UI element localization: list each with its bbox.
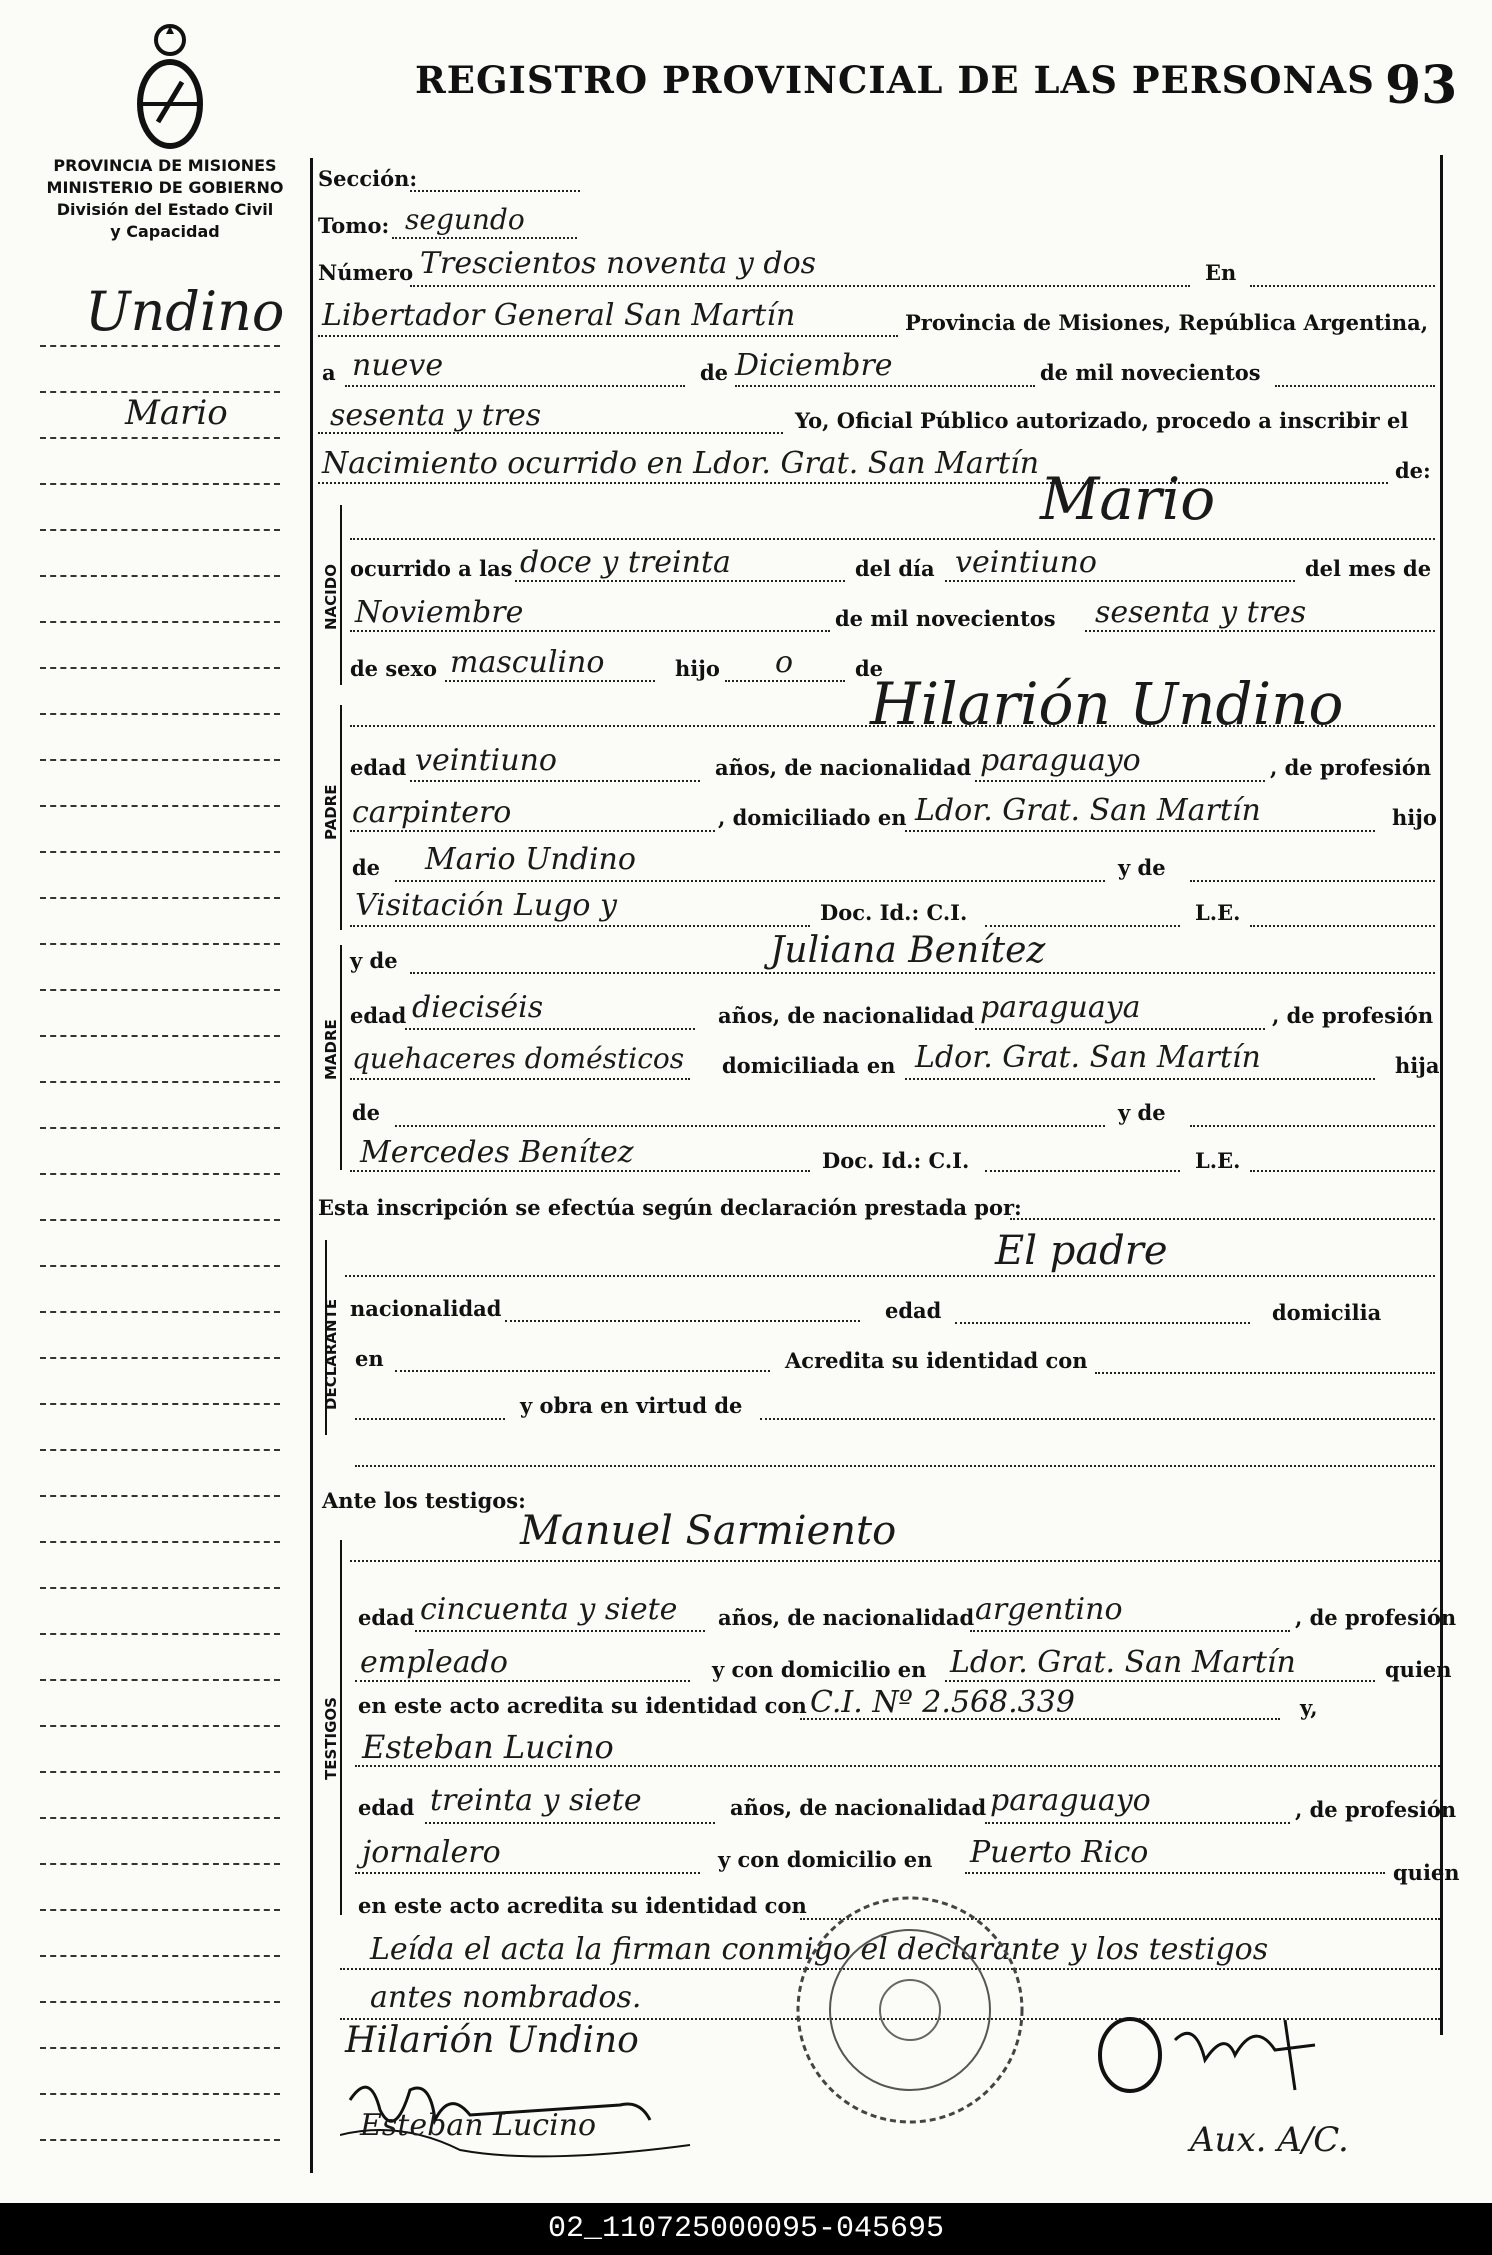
margin-rule [40,2001,280,2003]
line-en-dec [395,1370,770,1372]
label-y-de-madre: y de [350,948,398,973]
line-dom-t2 [965,1872,1385,1874]
label-hijo: hijo [675,656,720,681]
margin-rule [40,1081,280,1083]
org-province: PROVINCIA DE MISIONES [53,156,277,175]
line-seccion [410,190,580,192]
line-doc-t1 [800,1718,1280,1720]
value-edad-madre: dieciséis [412,990,544,1025]
line-dom-padre [905,830,1375,832]
margin-rule [40,391,280,393]
label-seccion: Sección: [318,166,418,191]
line-obra-pre [355,1418,505,1420]
line-prof-t1 [355,1680,690,1682]
org-capacity: y Capacidad [110,222,220,241]
document-title: REGISTRO PROVINCIAL DE LAS PERSONAS [415,58,1375,102]
line-nac-madre [975,1028,1265,1030]
label-nacido: NACIDO [322,564,340,630]
line-declarante [345,1275,1435,1277]
value-hora: doce y treinta [520,545,731,580]
line-edad-t1 [415,1630,705,1632]
signature-aux: Aux. A/C. [1190,2120,1349,2160]
value-dom-madre: Ldor. Grat. San Martín [915,1040,1261,1075]
label-y-de-abuela: y de [1118,855,1166,880]
label-de-hijo: de [855,656,884,681]
value-dom-t2: Puerto Rico [970,1835,1149,1870]
testigos-bracket [340,1540,342,1915]
label-le-padre: L.E. [1195,900,1241,925]
margin-rule [40,345,280,347]
margin-rule [40,1495,280,1497]
label-madre: MADRE [322,1019,340,1080]
line-abuela-nombre [350,925,810,927]
line-anio-nac [1085,630,1435,632]
label-acredita-t1: en este acto acredita su identidad con [358,1693,807,1718]
line-edad-t2 [425,1822,715,1824]
label-en: En [1205,260,1237,285]
label-de-abuelo: de [352,855,381,880]
label-prof-t1: , de profesión [1295,1605,1457,1630]
label-edad-t1: edad [358,1605,415,1630]
value-declarante: El padre [995,1228,1168,1274]
label-prof-t2: , de profesión [1295,1797,1457,1822]
value-nacimiento: Nacimiento ocurrido en Ldor. Grat. San Martín [322,446,1040,481]
line-tomo [392,237,577,239]
margin-rule [40,1403,280,1405]
margin-rule [40,1955,280,1957]
margin-rule [40,1219,280,1221]
label-mil-nac: de mil novecientos [835,606,1056,631]
line-mes [735,385,1035,387]
line-mil [1275,385,1435,387]
line-en [1250,285,1435,287]
value-mes: Diciembre [735,348,893,383]
value-abuela-m: Mercedes Benítez [360,1135,634,1170]
label-edad-dec: edad [885,1298,942,1323]
label-de-mes: de [700,360,729,385]
line-nacimiento [318,482,1388,484]
line-hijo [725,680,845,682]
label-quien-t2: quien [1393,1860,1460,1885]
margin-rule [40,943,280,945]
line-numero [410,285,1190,287]
line-abuelo [395,880,1105,882]
line-prof-madre [350,1078,690,1080]
margin-rule [40,1127,280,1129]
line-nac-t1 [970,1630,1290,1632]
line-nombre-nacido [350,538,1435,540]
line-testigo2-nombre [355,1765,1440,1767]
margin-rule [40,483,280,485]
label-del-dia: del día [855,556,935,581]
label-en-dec: en [355,1346,384,1371]
line-sexo [445,680,655,682]
label-dom-t1: y con domicilio en [712,1657,927,1682]
line-mes-nac [350,630,830,632]
line-abuelo-m [395,1125,1105,1127]
value-hijo: o [775,645,794,680]
margin-name: Mario [125,393,228,433]
value-prof-t2: jornalero [362,1835,501,1870]
value-anio: sesenta y tres [330,398,542,433]
margin-rule [40,1311,280,1313]
label-nac-padre: años, de nacionalidad [715,755,972,780]
label-mil: de mil novecientos [1040,360,1261,385]
value-edad-t2: treinta y siete [430,1783,642,1818]
line-dia-nac [945,580,1295,582]
official-seal [790,1890,1030,2130]
line-edad-madre [405,1028,695,1030]
label-del-mes: del mes de [1305,556,1432,581]
margin-rule [40,667,280,669]
value-doc-t1: C.I. Nº 2.568.339 [810,1685,1075,1720]
line-acredita-dec [1095,1372,1435,1374]
madre-bracket [340,945,342,1170]
value-dia: nueve [352,348,444,383]
line-nac-t2 [985,1822,1290,1824]
label-acredita-t2: en este acto acredita su identidad con [358,1893,807,1918]
line-prof-padre [350,830,715,832]
margin-rule [40,1449,280,1451]
label-de-colon: de: [1395,458,1431,483]
label-numero: Número [318,260,414,285]
value-abuelo: Mario Undino [425,842,636,877]
label-testigos: Ante los testigos: [322,1488,526,1513]
signature-testigo2: Esteban Lucino [360,2108,597,2143]
label-edad-t2: edad [358,1795,415,1820]
value-testigo1-nombre: Manuel Sarmiento [520,1508,897,1554]
org-ministry: MINISTERIO DE GOBIERNO [46,178,284,197]
margin-rule [40,1771,280,1773]
label-hijo-padre: hijo [1392,805,1437,830]
margin-rule [40,2047,280,2049]
value-tomo: segundo [405,203,525,236]
label-ocurrido: ocurrido a las [350,556,513,581]
line-abuela [1190,880,1435,882]
document-id-footer: 02_110725000095-045695 [0,2203,1492,2255]
label-dom-madre: domiciliada en [722,1053,896,1078]
page-number: 93 [1385,55,1458,116]
line-dec-extra [355,1465,1435,1467]
label-doc-madre: Doc. Id.: C.I. [822,1148,970,1173]
margin-rule [40,1035,280,1037]
line-dom-t1 [945,1680,1375,1682]
value-sexo: masculino [450,645,605,680]
value-abuela: Visitación Lugo y [355,888,617,923]
margin-rule [40,759,280,761]
label-hija-madre: hija [1395,1053,1440,1078]
frame-left-rule [310,158,313,2173]
frame-right-rule [1440,155,1443,2035]
margin-rule [40,1633,280,1635]
value-dia-nac: veintiuno [955,545,1097,580]
label-y-t1: y, [1300,1695,1318,1720]
line-padre-nombre [350,725,1435,727]
value-dom-t1: Ldor. Grat. San Martín [950,1645,1296,1680]
label-tomo: Tomo: [318,213,390,238]
margin-rule [40,1679,280,1681]
margin-rule [40,1817,280,1819]
value-edad-padre: veintiuno [415,743,557,778]
line-edad-dec [955,1322,1250,1324]
margin-rule [40,621,280,623]
label-padre: PADRE [322,784,340,840]
line-doc-madre [985,1170,1180,1172]
line-dia [345,385,685,387]
margin-rule [40,2093,280,2095]
line-le-padre [1250,925,1435,927]
margin-rule [40,989,280,991]
margin-surname: Undino [85,280,285,343]
margin-rule [40,529,280,531]
label-provincia: Provincia de Misiones, República Argentina, [905,310,1429,335]
closing-line-2: antes nombrados. [370,1980,642,2015]
value-mes-nac: Noviembre [355,595,524,630]
margin-rule [40,1587,280,1589]
margin-rule [40,1863,280,1865]
line-nac-dec [505,1320,860,1322]
margin-rule [40,851,280,853]
value-madre-nombre: Juliana Benítez [770,930,1046,971]
line-prof-t2 [355,1872,700,1874]
label-acredita-dec: Acredita su identidad con [785,1348,1088,1373]
line-doc-padre [985,925,1180,927]
label-nac-t2: años, de nacionalidad [730,1795,987,1820]
label-dom-padre: , domiciliado en [718,805,907,830]
value-nac-t2: paraguayo [990,1783,1151,1818]
label-oficial: Yo, Oficial Público autorizado, procedo a inscribir el [795,408,1409,433]
label-nac-t1: años, de nacionalidad [718,1605,975,1630]
value-padre-nombre: Hilarión Undino [870,670,1344,738]
label-a: a [322,360,336,385]
label-declaracion: Esta inscripción se efectúa según declaración prestada por: [318,1195,1022,1220]
label-quien-t1: quien [1385,1657,1452,1682]
margin-rule [40,1909,280,1911]
margin-rule [40,575,280,577]
line-hora [515,580,845,582]
label-doc-padre: Doc. Id.: C.I. [820,900,968,925]
value-edad-t1: cincuenta y siete [420,1592,678,1627]
margin-rule [40,897,280,899]
signature-declarante: Hilarión Undino [345,2020,639,2061]
value-lugar: Libertador General San Martín [322,298,796,333]
label-testigos: TESTIGOS [322,1697,340,1780]
value-anio-nac: sesenta y tres [1095,595,1307,630]
label-obra-dec: y obra en virtud de [520,1393,743,1418]
closing-line-1: Leída el acta la firman conmigo el declarante y los testigos [370,1932,1269,1967]
margin-rule [40,437,280,439]
label-de-abuelo-m: de [352,1100,381,1125]
nacido-bracket [340,505,342,685]
line-testigo1-nombre [350,1560,1440,1562]
value-testigo2-nombre: Esteban Lucino [362,1728,614,1766]
line-anio [318,432,783,434]
line-dom-madre [905,1078,1375,1080]
line-abuela-m-nombre [350,1170,810,1172]
line-madre-nombre [410,972,1435,974]
value-nac-madre: paraguaya [980,990,1141,1025]
signature-oficial [1085,2000,1325,2110]
line-edad-padre [410,780,700,782]
label-nacionalidad-dec: nacionalidad [350,1296,502,1321]
value-nac-t1: argentino [975,1592,1123,1627]
value-nombre-nacido: Mario [1040,465,1216,533]
margin-rule [40,1173,280,1175]
line-obra-dec [760,1418,1435,1420]
margin-rule [40,2139,280,2141]
value-prof-madre: quehaceres domésticos [352,1042,685,1075]
value-nac-padre: paraguayo [980,743,1141,778]
margin-rule [40,1357,280,1359]
label-prof-madre: , de profesión [1272,1003,1434,1028]
margin-rule [40,1541,280,1543]
value-dom-padre: Ldor. Grat. San Martín [915,793,1261,828]
margin-rule [40,1725,280,1727]
value-numero: Trescientos noventa y dos [420,246,817,281]
label-edad-madre: edad [350,1003,407,1028]
value-prof-t1: empleado [360,1645,508,1680]
line-lugar [318,335,898,337]
label-declarante: DECLARANTE [322,1298,340,1410]
value-prof-padre: carpintero [352,795,512,830]
margin-rule [40,805,280,807]
label-dom-t2: y con domicilio en [718,1847,933,1872]
padre-bracket [340,705,342,930]
line-nac-padre [975,780,1265,782]
label-domicilia-dec: domicilia [1272,1300,1382,1325]
label-prof-padre: , de profesión [1270,755,1432,780]
label-nac-madre: años, de nacionalidad [718,1003,975,1028]
label-edad-padre: edad [350,755,407,780]
line-abuela-m [1190,1125,1435,1127]
margin-rule [40,713,280,715]
org-division: División del Estado Civil [56,200,274,219]
label-y-de-abuela-m: y de [1118,1100,1166,1125]
label-sexo: de sexo [350,656,438,681]
line-le-madre [1250,1170,1435,1172]
label-le-madre: L.E. [1195,1148,1241,1173]
margin-lines [40,0,280,2200]
line-declaracion [1010,1218,1435,1220]
margin-rule [40,1265,280,1267]
